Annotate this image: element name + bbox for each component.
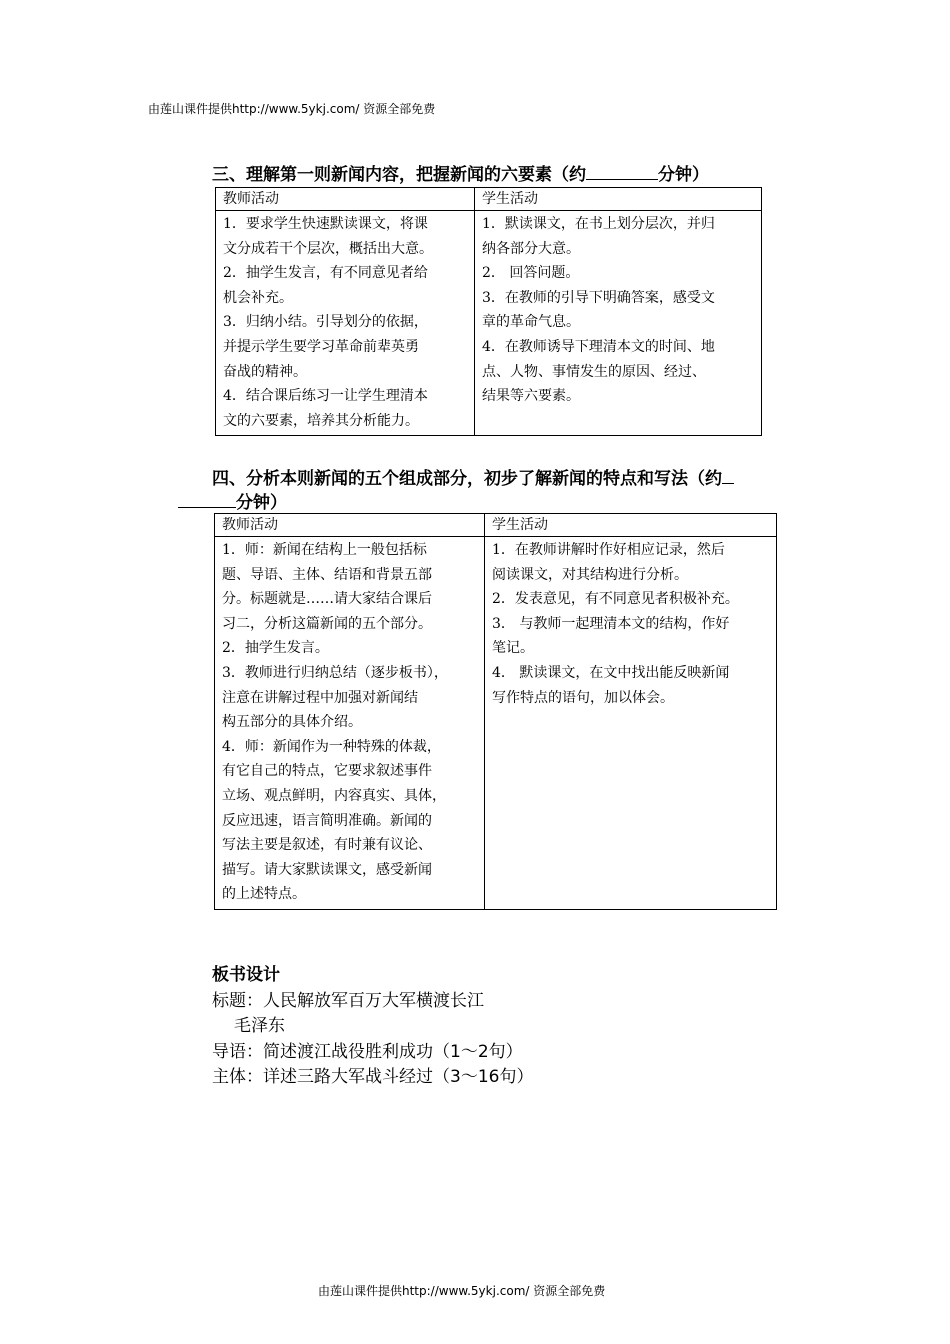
board-line-lead: 导语：简述渡江战役胜利成功（1～2句）: [212, 1041, 523, 1062]
section-4-title-suffix: 分钟）: [236, 493, 287, 513]
cell-line: 有它自己的特点，它要求叙述事件: [222, 763, 432, 780]
cell-line: 构五部分的具体介绍。: [222, 714, 362, 731]
cell-line: 分。标题就是……请大家结合课后: [222, 591, 432, 608]
cell-line: 4．在教师诱导下理清本文的时间、地: [482, 338, 715, 355]
time-blank: [722, 465, 734, 484]
table-row: [215, 537, 777, 910]
student-activity-header: 学生活动: [485, 514, 777, 537]
cell-line: 结果等六要素。: [482, 388, 580, 405]
student-activity-cell: [475, 211, 762, 436]
cell-line: 1．师：新闻在结构上一般包括标: [222, 542, 427, 558]
cell-line: 3． 与教师一起理清本文的结构，作好: [492, 615, 730, 632]
section-4-activity-table: [214, 513, 777, 910]
section-4-title-text: 四、分析本则新闻的五个组成部分，初步了解新闻的特点和写法（约: [212, 469, 722, 489]
cell-line: 4．师：新闻作为一种特殊的体裁，: [222, 738, 441, 755]
table-header-row: [216, 188, 762, 211]
time-blank: [178, 489, 236, 508]
student-activity-header: 学生活动: [475, 188, 762, 211]
board-design-title: 板书设计: [212, 965, 280, 985]
cell-line: 3．教师进行归纳总结（逐步板书），: [222, 664, 448, 681]
board-design: [212, 963, 533, 1091]
cell-line: 1．默读课文，在书上划分层次，并归: [482, 216, 715, 232]
board-line-body: 主体：详述三路大军战斗经过（3～16句）: [212, 1067, 534, 1087]
section-4-title: [212, 465, 734, 491]
cell-line: 4． 默读课文，在文中找出能反映新闻: [492, 664, 730, 681]
student-activity-cell: [485, 537, 777, 910]
cell-line: 1．要求学生快速默读课文，将课: [223, 216, 428, 232]
section-3-title-text: 三、理解第一则新闻内容，把握新闻的六要素（约: [212, 165, 586, 185]
page-header: 由莲山课件提供http://www.5ykj.com/ 资源全部免费: [148, 102, 436, 116]
cell-line: 3．归纳小结。引导划分的依据，: [223, 314, 428, 331]
cell-line: 2．发表意见，有不同意见者积极补充。: [492, 591, 739, 608]
teacher-activity-header: 教师活动: [216, 188, 475, 211]
cell-line: 3．在教师的引导下明确答案，感受文: [482, 289, 715, 306]
cell-line: 文的六要素，培养其分析能力。: [223, 412, 419, 429]
table-header-row: [215, 514, 777, 537]
cell-line: 2． 回答问题。: [482, 265, 580, 282]
teacher-activity-header: 教师活动: [215, 514, 485, 537]
teacher-activity-cell: [216, 211, 475, 436]
cell-line: 反应迅速，语言简明准确。新闻的: [222, 812, 432, 829]
time-blank: [586, 161, 658, 180]
cell-line: 2．抽学生发言，有不同意见者给: [223, 265, 428, 282]
board-line-author: 毛泽东: [234, 1016, 285, 1036]
teacher-activity-cell: [215, 537, 485, 910]
board-line-title: 标题：人民解放军百万大军横渡长江: [212, 990, 484, 1011]
cell-line: 2．抽学生发言。: [222, 640, 329, 657]
cell-line: 注意在讲解过程中加强对新闻结: [222, 689, 418, 706]
cell-line: 章的革命气息。: [482, 314, 580, 331]
cell-line: 1．在教师讲解时作好相应记录，然后: [492, 542, 725, 558]
cell-line: 并提示学生要学习革命前辈英勇: [223, 338, 419, 355]
cell-line: 习二，分析这篇新闻的五个部分。: [222, 615, 432, 632]
cell-line: 机会补充。: [223, 289, 293, 306]
table-row: [216, 211, 762, 436]
cell-line: 奋战的精神。: [223, 363, 307, 380]
page-footer: 由莲山课件提供http://www.5ykj.com/ 资源全部免费: [318, 1284, 606, 1298]
cell-line: 写作特点的语句，加以体会。: [492, 689, 674, 706]
cell-line: 写法主要是叙述，有时兼有议论、: [222, 837, 432, 854]
cell-line: 文分成若干个层次，概括出大意。: [223, 240, 433, 257]
section-4-title-line2: [178, 489, 287, 515]
cell-line: 笔记。: [492, 640, 534, 657]
cell-line: 题、导语、主体、结语和背景五部: [222, 566, 432, 583]
cell-line: 立场、观点鲜明，内容真实、具体，: [222, 787, 446, 804]
section-3-title: [212, 161, 709, 187]
cell-line: 的上述特点。: [222, 886, 306, 903]
cell-line: 描写。请大家默读课文，感受新闻: [222, 861, 432, 878]
section-3-activity-table: [215, 187, 762, 436]
cell-line: 4．结合课后练习一让学生理清本: [223, 388, 428, 405]
section-3-title-suffix: 分钟）: [658, 165, 709, 185]
cell-line: 点、人物、事情发生的原因、经过、: [482, 363, 706, 380]
cell-line: 纳各部分大意。: [482, 240, 580, 257]
cell-line: 阅读课文，对其结构进行分析。: [492, 566, 688, 583]
